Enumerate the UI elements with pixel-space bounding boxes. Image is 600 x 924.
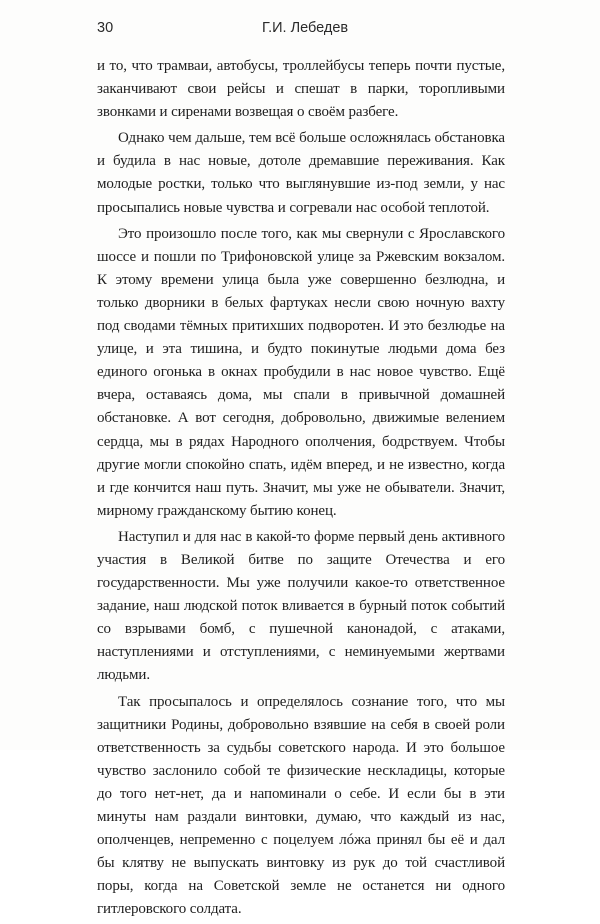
paragraph-4: Наступил и для нас в какой-то форме первый день активного участия в Великой битве по защите Отечества и его государственности. Мы уже получили какое-то ответственное задание, наш людской поток вливается в бурный поток событий со взрывами бомб, с пушечной канонадой, с атаками, наступлениями и отступлениями, с неминуемыми жертвами людьми. (97, 528, 505, 684)
paragraph-1: и то, что трамваи, автобусы, троллейбусы теперь почти пустые, заканчивают свои рейсы и спешат в парки, торопливыми звонками и сиренами возвещая о своём разбеге. (97, 58, 505, 121)
running-head-author: Г.И. Лебедев (262, 20, 349, 36)
page-header (97, 10, 505, 34)
paragraph-2: Однако чем дальше, тем всё больше осложнялась обстановка и будила в нас новые, дотоле дремавшие переживания. Как молодые ростки, только что выглянувшие из-под земли, у нас просыпались новые чувства и согревали нас особой теплотой. (97, 130, 505, 216)
paragraph-3: Это произошло после того, как мы свернули с Ярославского шоссе и пошли по Трифоновской улице за Ржевским вокзалом. К этому времени улица была уже совершенно безлюдна, и только дворники в белых фартуках несли свою ночную вахту под сводами тёмных притихших подворотен. И это безлюдье на улице, и эта тишина, и будто покинутые людьми дома без единого огонька в окнах пробудили в нас новое чувство. Ещё вчера, оставаясь дома, мы спали в привычной домашней обстановке. А вот сегодня, добровольно, движимые велением сердца, мы в рядах Народного ополчения, бодрствуем. Чтобы другие могли спокойно спать, идём вперед, и не известно, когда и где кончится наш путь. Значит, мы уже не обыватели. Значит, мирному гражданскому бытию конец. (97, 225, 505, 519)
page-number: 30 (97, 20, 114, 36)
paragraph-5: Так просыпалось и определялось сознание того, что мы защитники Родины, добровольно взявшие на себя в своей роли ответственность за судьбы советского народа. И это большое чувство заслонило собой те физические нескладицы, которые до того нет-нет, да и напоминали о себе. И если бы в эти минуты нам раздали винтовки, думаю, что каждый из нас, ополченцев, непременно с поцелуем лóжа принял бы её и дал бы клятву не выпускать винтовку из рук до той счастливой поры, когда на Советской земле не останется ни одного гитлеровского солдата. (97, 693, 505, 918)
body-text (97, 55, 505, 924)
